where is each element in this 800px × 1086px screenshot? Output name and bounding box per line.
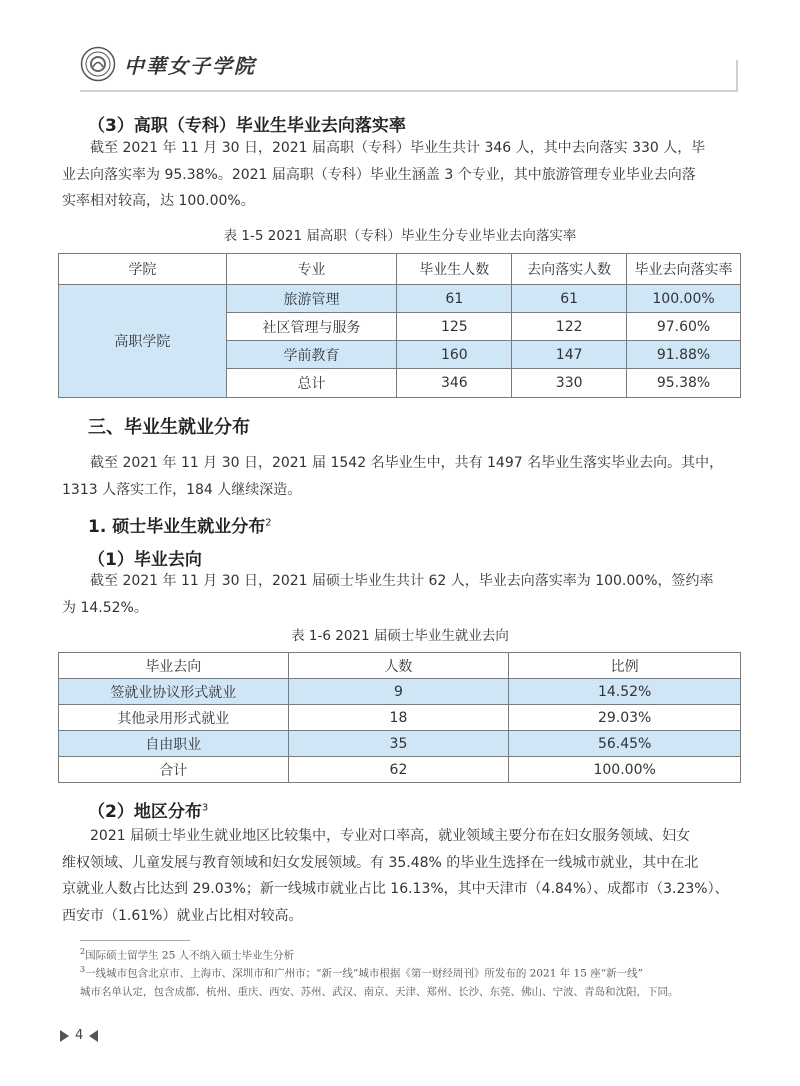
destination-heading: （1）毕业去向 xyxy=(88,550,202,570)
graduates-cell: 346 xyxy=(397,369,512,398)
destination-cell: 自由职业 xyxy=(59,731,289,757)
college-seal-icon xyxy=(80,46,116,82)
master-subsection-heading xyxy=(88,512,272,537)
college-cell: 高职学院 xyxy=(59,285,227,398)
triangle-right-icon xyxy=(60,1030,69,1042)
rate-cell: 95.38% xyxy=(627,369,741,398)
placed-cell: 122 xyxy=(512,313,627,341)
footnote-ref: 2 xyxy=(265,517,272,529)
vocational-heading: （3）高职（专科）毕业生毕业去向落实率 xyxy=(88,116,406,136)
table-row xyxy=(59,679,741,705)
table-header-row xyxy=(59,653,741,679)
table-1-5-caption: 表 1-5 2021 届高职（专科）毕业生分专业毕业去向落实率 xyxy=(223,228,577,244)
count-cell: 35 xyxy=(288,731,509,757)
graduates-cell: 125 xyxy=(397,313,512,341)
master-heading-text: 1. 硕士毕业生就业分布 xyxy=(88,517,266,537)
table-row xyxy=(59,757,741,783)
graduates-cell: 160 xyxy=(397,341,512,369)
count-cell: 9 xyxy=(288,679,509,705)
header-rule xyxy=(80,90,738,92)
major-cell: 学前教育 xyxy=(226,341,397,369)
page-number xyxy=(60,1028,98,1043)
rate-cell: 97.60% xyxy=(627,313,741,341)
ratio-cell: 29.03% xyxy=(509,705,741,731)
destination-cell: 合计 xyxy=(59,757,289,783)
paragraph-line: 京就业人数占比达到 29.03%；新一线城市就业占比 16.13%，其中天津市（4.84%）、成都市（3.23%）、 xyxy=(62,881,729,897)
table-row xyxy=(59,731,741,757)
header-cell: 比例 xyxy=(509,653,741,679)
footnote-mark: 3 xyxy=(80,965,86,974)
major-cell: 社区管理与服务 xyxy=(226,313,397,341)
placed-cell: 330 xyxy=(512,369,627,398)
paragraph-line: 2021 届硕士毕业生就业地区比较集中，专业对口率高，就业领域主要分布在妇女服务领域、妇女 xyxy=(90,828,691,844)
major-cell: 旅游管理 xyxy=(226,285,397,313)
paragraph-line: 业去向落实率为 95.38%。2021 届高职（专科）毕业生涵盖 3 个专业，其中旅游管理专业毕业去向落 xyxy=(62,166,696,183)
vocational-paragraph xyxy=(62,135,740,215)
footnote-text: 一线城市包含北京市、上海市、深圳市和广州市；“新一线”城市根据《第一财经周刊》所发布的 2021 年 15 座“新一线” xyxy=(85,967,643,980)
rate-cell: 100.00% xyxy=(627,285,741,313)
ratio-cell: 14.52% xyxy=(509,679,741,705)
region-paragraph xyxy=(62,823,740,929)
table-row xyxy=(59,285,741,313)
paragraph-line: 维权领域、儿童发展与教育领域和妇女发展领域。有 35.48% 的毕业生选择在一线城市就业，其中在北 xyxy=(62,854,699,871)
major-cell: 总计 xyxy=(226,369,397,398)
destination-cell: 签就业协议形式就业 xyxy=(59,679,289,705)
triangle-left-icon xyxy=(89,1030,98,1042)
header-cell: 毕业生人数 xyxy=(397,254,512,285)
paragraph-line: 截至 2021 年 11 月 30 日，2021 届 1542 名毕业生中，共有 1497 名毕业生落实毕业去向。其中， xyxy=(90,455,724,471)
footnote-rule xyxy=(80,940,190,941)
destination-paragraph xyxy=(62,568,740,621)
rate-cell: 91.88% xyxy=(627,341,741,369)
footnote-3 xyxy=(80,961,740,1001)
page-number-text: 4 xyxy=(75,1028,84,1043)
table-1-5 xyxy=(58,253,741,398)
table-row xyxy=(59,705,741,731)
header-cell: 去向落实人数 xyxy=(512,254,627,285)
section-three-heading: 三、毕业生就业分布 xyxy=(88,417,250,438)
placed-cell: 147 xyxy=(512,341,627,369)
region-heading xyxy=(88,797,208,822)
table-1-6-caption: 表 1-6 2021 届硕士毕业生就业去向 xyxy=(291,628,509,644)
college-brand-name: 中華女子学院 xyxy=(124,53,256,78)
footnote-text: 国际硕士留学生 25 人不纳入硕士毕业生分析 xyxy=(85,949,295,962)
header-rule-tick xyxy=(736,60,738,90)
table-header-row xyxy=(59,254,741,285)
graduates-cell: 61 xyxy=(397,285,512,313)
paragraph-line: 西安市（1.61%）就业占比相对较高。 xyxy=(62,907,303,924)
paragraph-line: 截至 2021 年 11 月 30 日，2021 届硕士毕业生共计 62 人，毕业去向落实率为 100.00%，签约率 xyxy=(90,573,714,589)
ratio-cell: 56.45% xyxy=(509,731,741,757)
paragraph-line: 1313 人落实工作，184 人继续深造。 xyxy=(62,481,302,498)
paragraph-line: 截至 2021 年 11 月 30 日，2021 届高职（专科）毕业生共计 346 人，其中去向落实 330 人，毕 xyxy=(90,140,706,156)
region-heading-text: （2）地区分布 xyxy=(88,802,202,822)
table-1-6 xyxy=(58,652,741,783)
footnote-ref: 3 xyxy=(201,802,209,814)
paragraph-line: 实率相对较高，达 100.00%。 xyxy=(62,193,255,209)
ratio-cell: 100.00% xyxy=(509,757,741,783)
count-cell: 18 xyxy=(288,705,509,731)
paragraph-line: 为 14.52%。 xyxy=(62,599,148,616)
header-cell: 人数 xyxy=(288,653,509,679)
section-three-paragraph xyxy=(62,450,740,503)
footnote-line: 城市名单认定，包含成都、杭州、重庆、西安、苏州、武汉、南京、天津、郑州、长沙、东莞、佛山、宁波、青岛和沈阳，下同。 xyxy=(80,985,679,998)
count-cell: 62 xyxy=(288,757,509,783)
header-cell: 专业 xyxy=(226,254,397,285)
header-cell: 毕业去向落实率 xyxy=(627,254,741,285)
footnote-mark: 2 xyxy=(80,947,86,956)
placed-cell: 61 xyxy=(512,285,627,313)
header-logo xyxy=(80,46,256,82)
destination-cell: 其他录用形式就业 xyxy=(59,705,289,731)
header-cell: 学院 xyxy=(59,254,227,285)
header-cell: 毕业去向 xyxy=(59,653,289,679)
footnote-line xyxy=(80,961,740,983)
